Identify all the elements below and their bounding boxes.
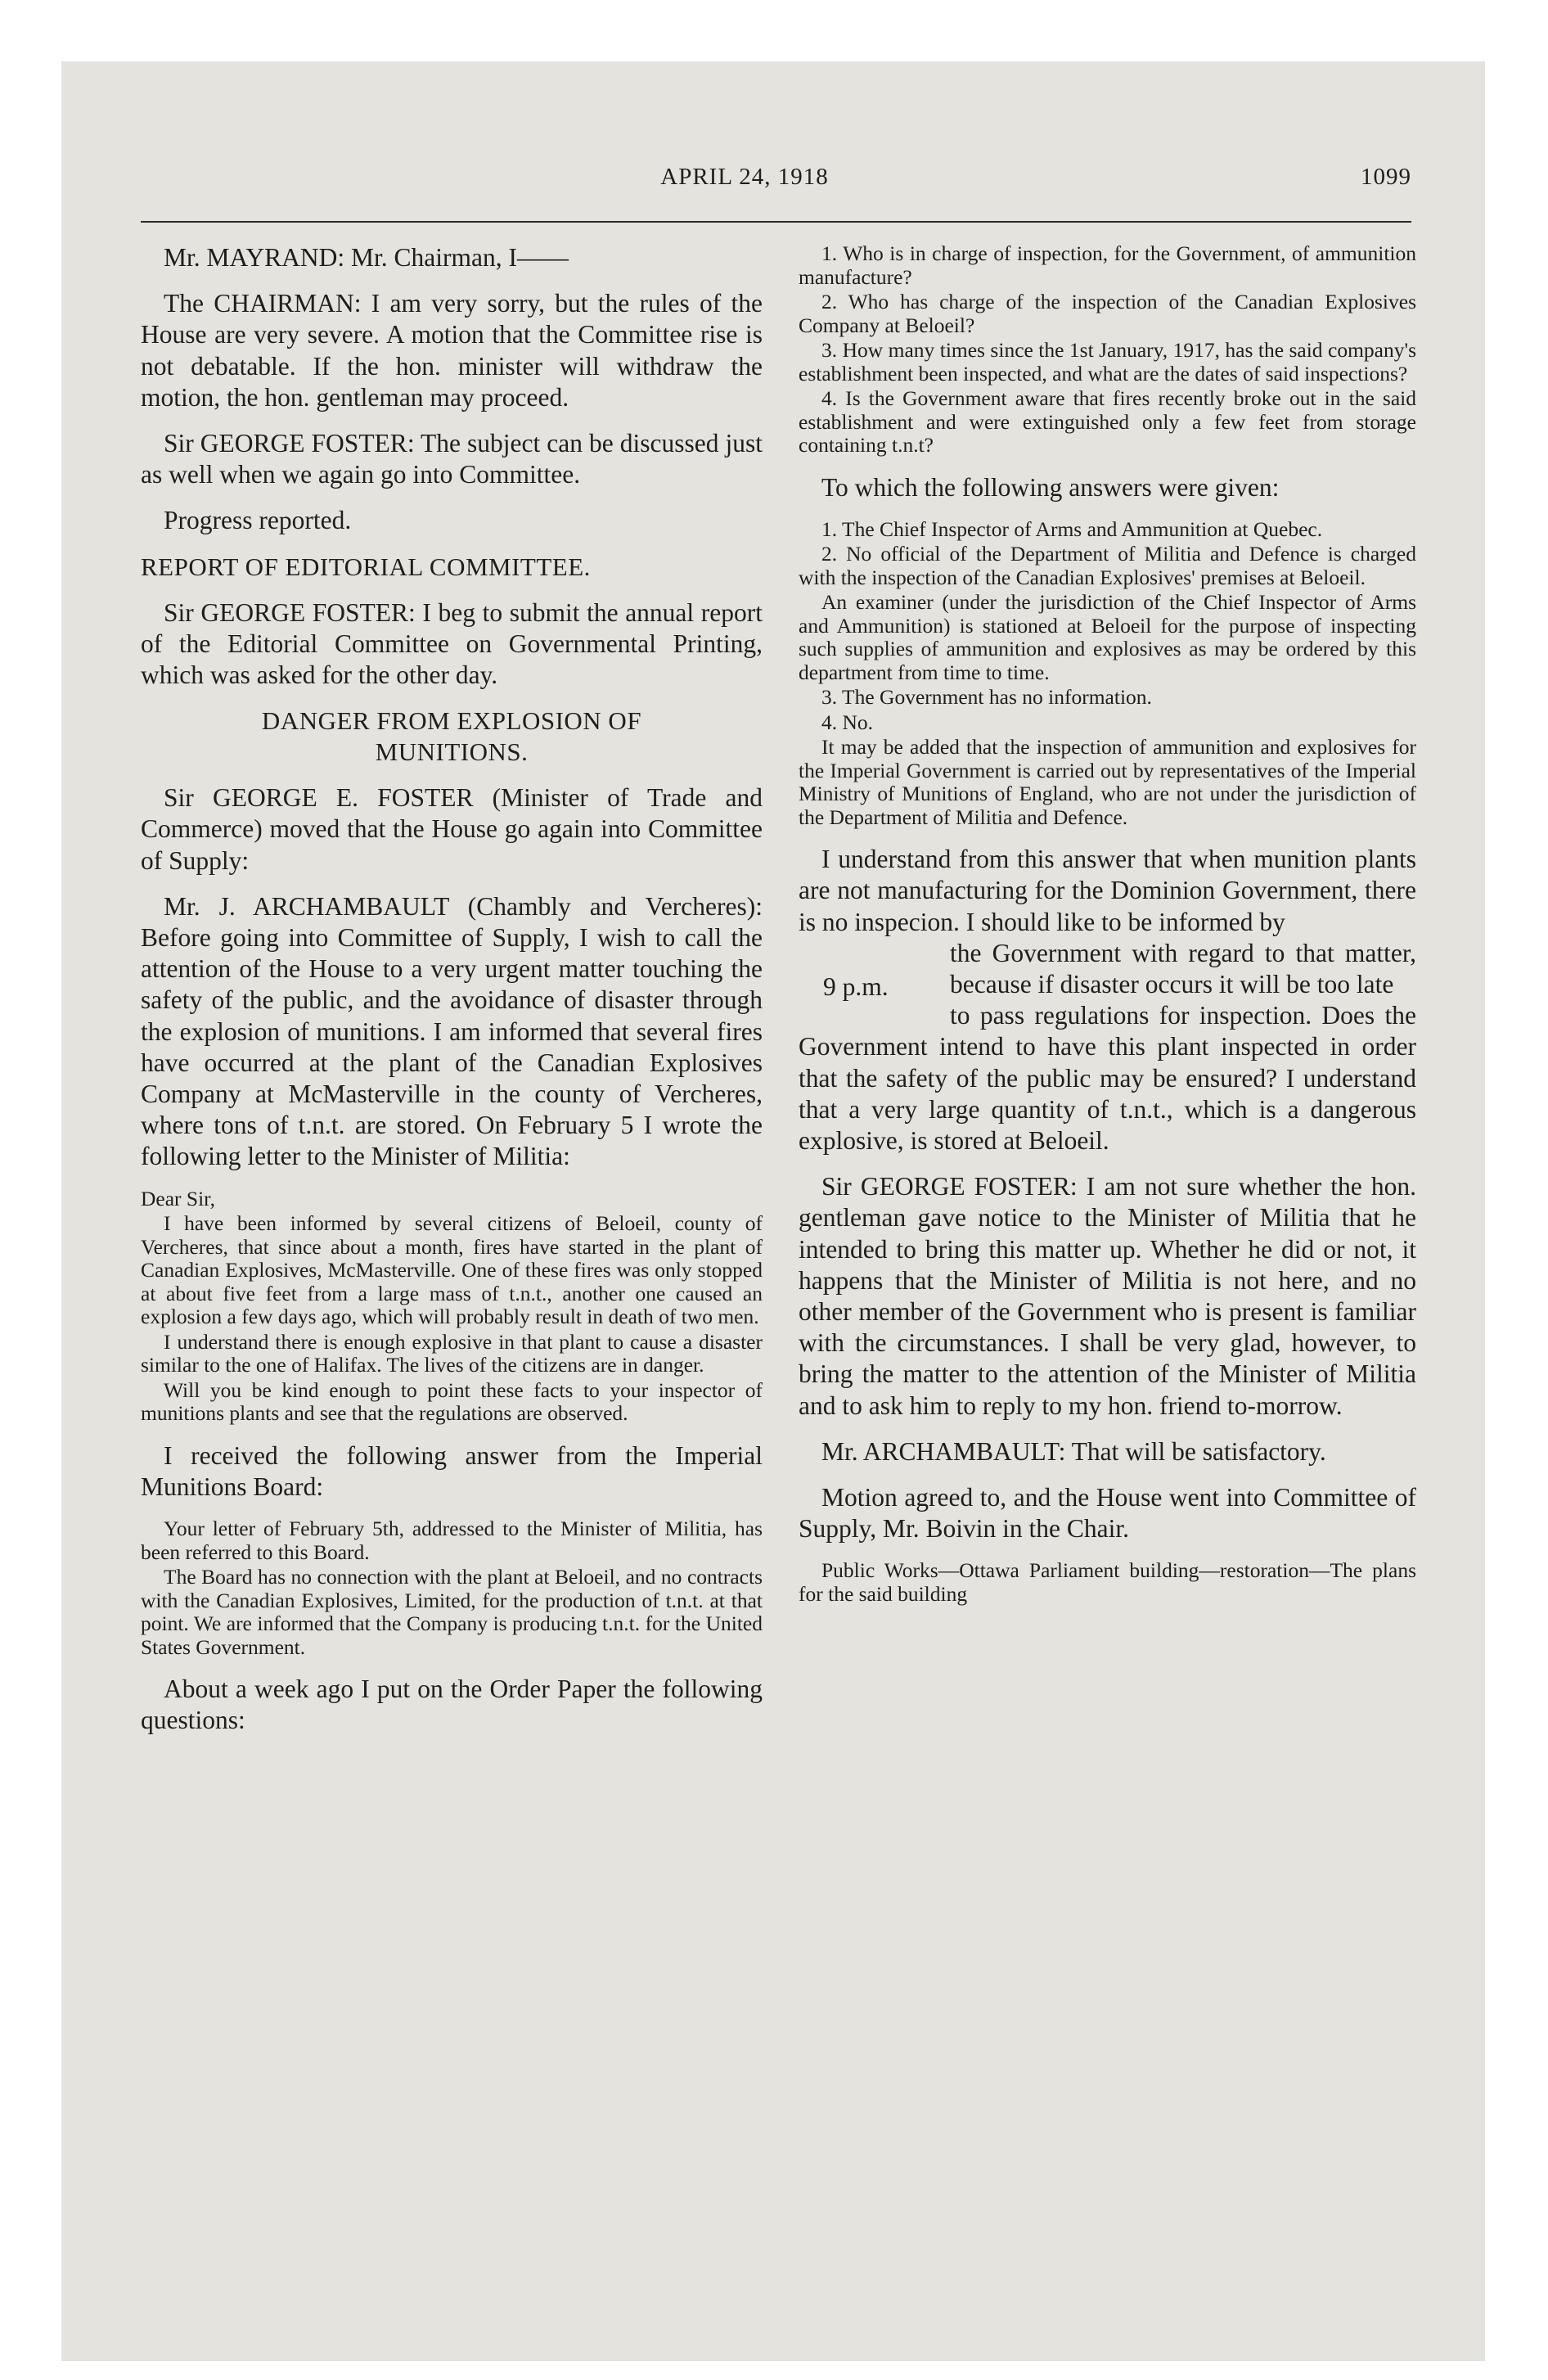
header-rule	[141, 221, 1411, 223]
answer-addendum: It may be added that the inspection of ammunition and explosives for the Imperial Government is carried out by representatives of the Imperial Ministry of Munitions of England, who are not under the jurisdiction of the Department of Militia and Defence.	[799, 735, 1416, 829]
page-header	[78, 164, 1411, 191]
order-paper-questions	[799, 242, 1416, 458]
paragraph-archambault-speech: Mr. J. ARCHAMBAULT (Chambly and Vercheres): Before going into Committee of Supply, I wish to call the attention of the House to a very urgent matter touching the safety of the public, and the avoidance of disaster through the explosion of munitions. I am informed that several fires have occurred at the plant of the Canadian Explosives Company at McMasterville in the county of Vercheres, where tons of t.n.t. are stored. On February 5 I wrote the following letter to the Minister of Militia:	[141, 891, 763, 1171]
paragraph-understand-part-1: I understand from this answer that when munition plants are not manufacturing for the Dominion Government, there is no inspecion. I should like to be informed by	[799, 845, 1416, 936]
page-number: 1099	[1361, 164, 1411, 190]
left-column	[141, 242, 763, 1751]
right-column	[799, 242, 1416, 1607]
question-1: 1. Who is in charge of inspection, for the Government, of ammunition manufacture?	[799, 241, 1416, 289]
paragraph-foster-motion: Sir GEORGE E. FOSTER (Minister of Trade and Commerce) moved that the House go again into Committee of Supply:	[141, 783, 763, 875]
heading-danger-explosion	[141, 705, 763, 768]
answer-3: 3. The Government has no information.	[821, 685, 1152, 710]
quoted-board-answer	[141, 1517, 763, 1659]
question-4: 4. Is the Government aware that fires recently broke out in the said establishment and were extinguished only a few feet from storage containing t.n.t?	[799, 386, 1416, 457]
board-answer-paragraph-2: The Board has no connection with the plant at Beloeil, and no contracts with the Canadian Explosives, Limited, for the production of t.n.t. at that point. We are informed that the Company is producing t.n.t. for the United States Government.	[141, 1565, 763, 1659]
time-marker: 9 p.m.	[823, 971, 889, 1001]
question-2: 2. Who has charge of the inspection of the Canadian Explosives Company at Beloeil?	[799, 290, 1416, 337]
paragraph-progress: Progress reported.	[164, 506, 352, 535]
header-date: APRIL 24, 1918	[660, 164, 829, 190]
letter-salutation: Dear Sir,	[141, 1186, 216, 1210]
answer-2: 2. No official of the Department of Militia and Defence is charged with the inspection of the Canadian Explosives' premises at Beloeil.	[799, 542, 1416, 589]
paragraph-foster-report: Sir GEORGE FOSTER: I beg to submit the annual report of the Editorial Committee on Governmental Printing, which was asked for the other day.	[141, 597, 763, 690]
heading-danger-line-1: DANGER FROM EXPLOSION OF	[261, 706, 642, 736]
board-answer-paragraph-1: Your letter of February 5th, addressed to the Minister of Militia, has been referred to this Board.	[141, 1517, 763, 1564]
paragraph-chairman: The CHAIRMAN: I am very sorry, but the rules of the House are very severe. A motion that the Committee rise is not debatable. If the hon. minister will withdraw the motion, the hon. gentleman may proceed.	[141, 289, 763, 412]
answer-1: 1. The Chief Inspector of Arms and Ammunition at Quebec.	[821, 516, 1323, 541]
paragraph-motion-agreed: Motion agreed to, and the House went into Committee of Supply, Mr. Boivin in the Chair.	[799, 1483, 1416, 1544]
paragraph-answers-intro: To which the following answers were given:	[821, 472, 1280, 502]
letter-paragraph-3: Will you be kind enough to point these facts to your inspector of munitions plants and see that the regulations are observed.	[141, 1377, 763, 1426]
quoted-letter	[141, 1188, 763, 1426]
answer-4: 4. No.	[821, 710, 874, 734]
paragraph-mayrand: Mr. MAYRAND: Mr. Chairman, I——	[164, 243, 569, 272]
paragraph-archambault-reply: Mr. ARCHAMBAULT: That will be satisfactory.	[821, 1436, 1326, 1466]
answer-2-continued: An examiner (under the jurisdiction of the Chief Inspector of Arms and Ammunition) is stationed at Beloeil for the purpose of inspecting such supplies of ammunition and explosives as may be ordered by this department from time to time.	[799, 590, 1416, 684]
paragraph-public-works: Public Works—Ottawa Parliament building—restoration—The plans for the said building	[799, 1558, 1416, 1606]
paragraph-understand-part-2: the Government with regard to that matter, because if disaster occurs it will be too late	[950, 938, 1416, 999]
heading-danger-line-2: MUNITIONS.	[375, 737, 529, 767]
paragraph-understand-part-3: to pass regulations for inspection. Does the Government intend to have this plant inspected in order that the safety of the public may be ensured? I understand that a very large quantity of t.n.t., which is a dangerous explosive, is stored at Beloeil.	[799, 1001, 1416, 1156]
paragraph-foster-committee: Sir GEORGE FOSTER: The subject can be discussed just as well when we again go into Committee.	[141, 429, 763, 489]
question-3: 3. How many times since the 1st January, 1917, has the said company's establishment been inspected, and what are the dates of said inspections?	[799, 338, 1416, 385]
letter-paragraph-2: I understand there is enough explosive in that plant to cause a disaster similar to the one of Halifax. The lives of the citizens are in danger.	[141, 1329, 763, 1377]
letter-paragraph-1: I have been informed by several citizens of Beloeil, county of Vercheres, that since about a month, fires have started in the plant of Canadian Explosives, McMasterville. One of these fires was only stopped at about five feet from a large mass of t.n.t., another one caused an explosion a few days ago, which will probably result in death of two men.	[141, 1211, 763, 1329]
paragraph-order-paper: About a week ago I put on the Order Paper the following questions:	[141, 1675, 763, 1735]
heading-editorial-committee: REPORT OF EDITORIAL COMMITTEE.	[141, 552, 591, 581]
time-marker-block	[799, 938, 1416, 1000]
paragraph-foster-reply: Sir GEORGE FOSTER: I am not sure whether the hon. gentleman gave notice to the Minister of Militia that he intended to bring this matter up. Whether he did or not, it happens that the Minister of Militia is not here, and no other member of the Government who is present is familiar with the circumstances. I shall be very glad, however, to bring the matter to the attention of the Minister of Militia and to ask him to reply to my hon. friend to-morrow.	[799, 1172, 1416, 1420]
paragraph-received-answer: I received the following answer from the Imperial Munitions Board:	[141, 1440, 763, 1501]
government-answers	[799, 518, 1416, 830]
